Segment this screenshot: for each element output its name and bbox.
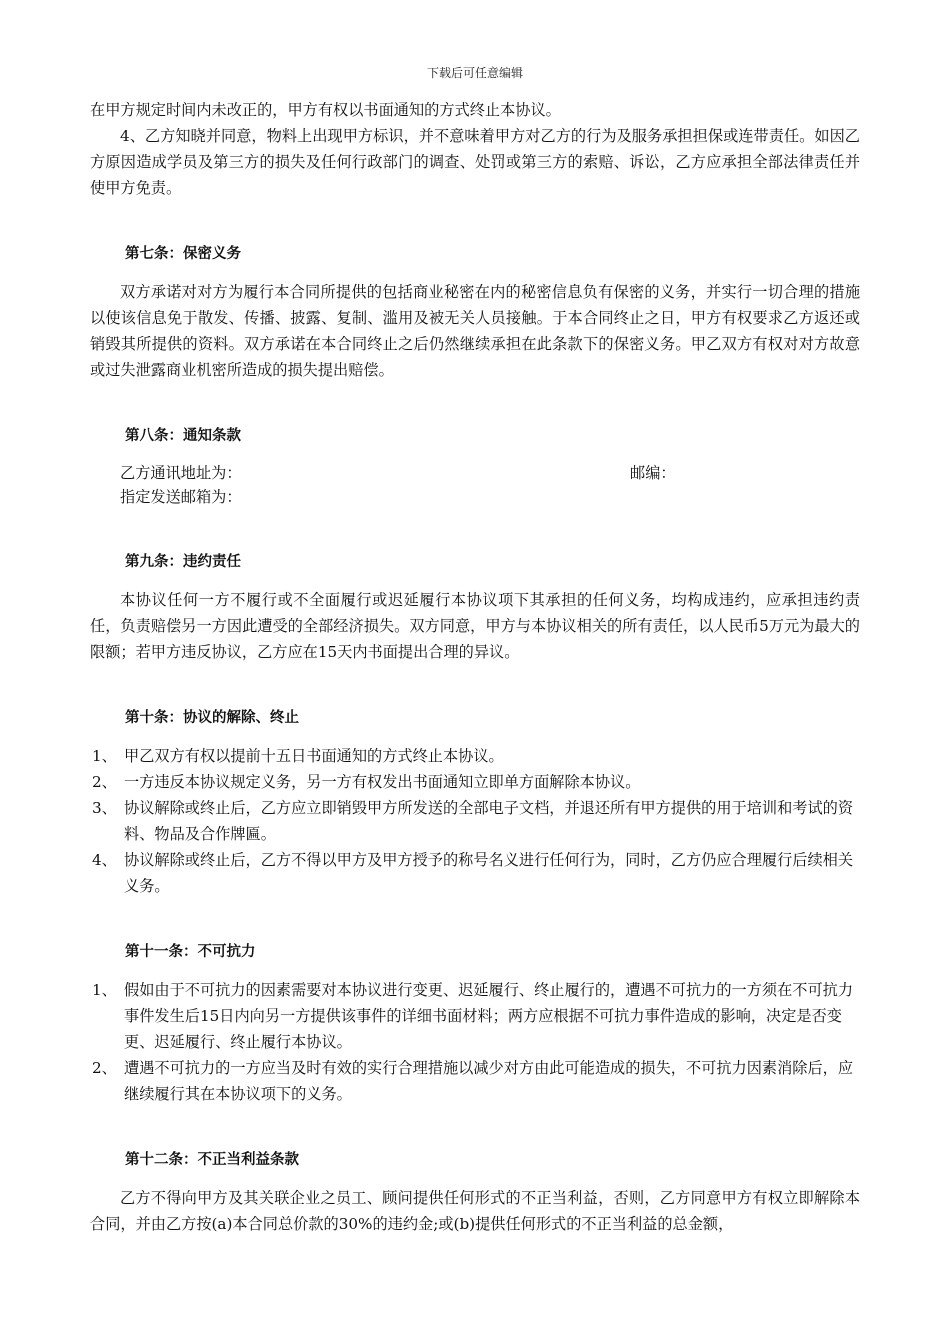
article-12-body: 乙方不得向甲方及其关联企业之员工、顾问提供任何形式的不正当利益，否则，乙方同意甲方有权立即解除本合同，并由乙方按(a)本合同总价款的30%的违约金;或(b)提供任何形式的不正当利益的总金额， (90, 1189, 860, 1233)
address-label: 乙方通讯地址为： (120, 464, 242, 482)
article-9-title: 第九条：违约责任 (125, 554, 241, 570)
article-7-title: 第七条：保密义务 (125, 246, 241, 262)
list-item: 3、 协议解除或终止后，乙方应立即销毁甲方所发送的全部电子文档，并退还所有甲方提供的用于培训和考试的资料、物品及合作牌匾。 (92, 799, 853, 843)
list-item: 2、 一方违反本协议规定义务，另一方有权发出书面通知立即单方面解除本协议。 (92, 773, 641, 791)
article-12-title: 第十二条：不正当利益条款 (125, 1152, 299, 1168)
article-10-title: 第十条：协议的解除、终止 (125, 710, 299, 726)
list-item: 1、 甲乙双方有权以提前十五日书面通知的方式终止本协议。 (92, 747, 504, 765)
article-11-list (90, 977, 860, 1107)
email-label: 指定发送邮箱为： (120, 488, 242, 506)
article-11-title: 第十一条：不可抗力 (125, 944, 256, 960)
article-8-title: 第八条：通知条款 (125, 428, 241, 444)
article-7-body: 双方承诺对对方为履行本合同所提供的包括商业秘密在内的秘密信息负有保密的义务，并实行一切合理的措施以使该信息免于散发、传播、披露、复制、滥用及被无关人员接触。于本合同终止之日，甲方有权要求乙方返还或销毁其所提供的资料。双方承诺在本合同终止之后仍然继续承担在此条款下的保密义务。甲乙双方有权对对方故意或过失泄露商业机密所造成的损失提出赔偿。 (90, 283, 860, 379)
page-header: 下载后可任意编辑 (426, 66, 523, 80)
contact-block (90, 461, 860, 509)
postal-label: 邮编： (630, 464, 676, 482)
list-item: 4、 协议解除或终止后，乙方不得以甲方及甲方授予的称号名义进行任何行为，同时，乙方仍应合理履行后续相关义务。 (92, 851, 853, 895)
document-body (90, 97, 860, 1237)
article-10-list (90, 743, 860, 899)
list-item: 1、 假如由于不可抗力的因素需要对本协议进行变更、迟延履行、终止履行的，遭遇不可抗力的一方须在不可抗力事件发生后15日内向另一方提供该事件的详细书面材料；两方应根据不可抗力事件造成的影响，决定是否变更、迟延履行、终止履行本协议。 (92, 981, 853, 1051)
intro-item-4: 4、乙方知晓并同意，物料上出现甲方标识，并不意味着甲方对乙方的行为及服务承担担保或连带责任。如因乙方原因造成学员及第三方的损失及任何行政部门的调查、处罚或第三方的索赔、诉讼，乙方应承担全部法律责任并使甲方免责。 (90, 127, 860, 197)
article-9-body: 本协议任何一方不履行或不全面履行或迟延履行本协议项下其承担的任何义务，均构成违约，应承担违约责任，负责赔偿另一方因此遭受的全部经济损失。双方同意，甲方与本协议相关的所有责任，以人民币5万元为最大的限额；若甲方违反协议，乙方应在15天内书面提出合理的异议。 (90, 591, 860, 661)
list-item: 2、 遭遇不可抗力的一方应当及时有效的实行合理措施以减少对方由此可能造成的损失，不可抗力因素消除后，应继续履行其在本协议项下的义务。 (92, 1059, 853, 1103)
intro-line: 在甲方规定时间内未改正的，甲方有权以书面通知的方式终止本协议。 (90, 101, 561, 119)
